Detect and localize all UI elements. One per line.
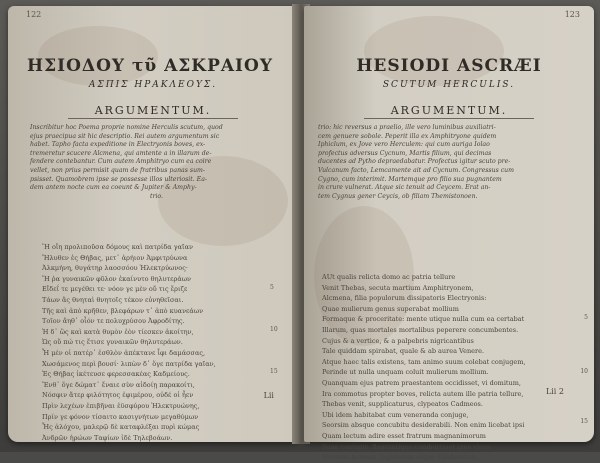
page-title: HESIODI ASCRÆI [356,56,542,76]
line-number: 15 [270,368,278,375]
argument-line: Vulcanum facto, Lemcamente ait ad Cycnum. Congressus cum [318,166,515,174]
divider [68,118,238,119]
verse-line: Ἔνθ᾽ ὅγε δώματ᾽ ἔναιε σὺν αἰδοίῃ παρακοίτι, [42,380,195,389]
verse-line: Quam lectum adire esset fratrum magnanimorum [322,431,486,440]
verse-line: Νόσφιν ἄτερ φιλότητος ἐφιμέρου, οὐδέ οἱ ἦεν [42,391,194,400]
argument-line: ejus praecipua sit hic descriptio. Rei autem argumentum sic [30,132,220,140]
argument-line: Cygno, cum interimit. Martemque pro filio sua pugnantem [318,175,502,183]
page-subtitle: ΑΣΠΙΣ ΗΡΑΚΛΕΟΥΣ. [88,80,218,90]
verse-line: Ira commotus propter boves, relicta autem ille patria tellure, [322,389,524,398]
verse-line: Πρίν γε φόνον τίσαιτο κασιγνήτων μεγαθύμων [42,412,199,421]
verse-line: Ἀνδρῶν ἡρώων Ταφίων ἰδὲ Τηλεβοάων. [42,433,173,442]
verse-line: Ἢ οἵη προλιποῦσα δόμους καὶ πατρίδα γαῖαν [42,243,193,251]
verse-line: Venit Thebas, secuta martium Amphitryonem, [322,283,474,292]
verse-line: Εἴδεΐ τε μεγέθει τε· νόον γε μὲν οὔ τις ἔριζε [42,285,188,294]
verse-line: Ἡ δ᾽ ὣς καὶ κατὰ θυμὸν ἐὸν τίεσκεν ἀκοίτην, [42,327,194,336]
verse-line: Τοῖον ἄηθ᾽ οἷόν τε πολυχρύσου Ἀφροδίτης. [42,317,185,326]
verse-line: Cujus & a vertice, & a palpebris nigricantibus [322,336,474,345]
argument-line: tem Cygnus gener Ceycis, ob filiam Themistonoen. [318,192,478,200]
page-number: 123 [564,10,580,19]
argument-line: vellet, non prius permisit quam de fratribus panas sum- [30,166,206,174]
argument-line: ducentes ad Pytho depraedabatur. Profectus igitur scuto pre- [318,158,511,166]
divider [364,118,534,119]
verse-line: Ἤλυθεν ἐς Θήβας, μετ᾽ ἀρήιον Ἀμφιτρύωνα [42,253,188,262]
argument-line: dem antem nocte cum ea coeunt & Jupiter & Amphy- [30,184,197,192]
signature-mark: Lii [263,391,274,400]
line-number: 5 [270,284,274,291]
page-title: ΗΣΙΟΔΟΥ τῦ ΑΣΚΡΑΙΟΥ [27,56,273,76]
verse-line: Ἀλκμήνη, θυγάτηρ λαοσσόου Ἠλεκτρύωνος· [42,264,188,273]
argument-heading: ARGUMENTUM. [390,104,508,117]
verse-line: Πρὶν λεχέων ἐπιβῆναι ἐϋσφύρου Ἠλεκτρυώνης, [42,401,200,410]
argument-line: tremeretur scucere Alcmena, qui amtente a in illarum de- [30,149,212,157]
verse-line: Ἦ μέν οἱ πατέρ᾽ ἐσθλὸν ἀπέκτανε ἶφι δαμάσσας, [42,348,206,357]
line-number: 10 [580,368,588,375]
page-number: 122 [26,10,42,19]
verse-line: Perinde ut nulla unquam coluit mulierum mollium. [322,368,489,377]
argument-line: cem genuere sobole. Peperit illa ex Amphitryone quidem [318,132,497,140]
verse-line: Illarum, quas mortales mortalibus peperere concumbentes. [322,325,519,334]
line-number: 15 [580,418,588,425]
argument-line: in crure vulnerat. Atque sic tenuit ad Ceycem. Erat an- [318,184,491,192]
verse-line: Ἧς ἀλόχου, μαλερῷ δὲ καταφλέξαι πυρὶ κώμας [42,423,200,432]
argument-line: psisset. Quamobrem ipse se possesse illos ulteriosit. Ea- [30,175,207,183]
argument-line: fendere contebantur. Cum autem Amphitryo cum ea coire [30,158,212,166]
verse-line: Seorsim absque concubitu desiderabili. Non enim licebat ipsi [322,421,525,430]
argument-heading: ARGUMENTUM. [94,104,212,117]
argument-text [318,124,580,201]
verse-line: Thebas venit, supplicaturus, clypeatos Cadmeos. [322,400,483,409]
argument-text [30,124,285,201]
verse-line: Τῆς καὶ ἀπὸ κρῆθεν, βλεφάρων τ᾽ ἀπὸ κυανεάων [42,306,204,315]
greek-verse [42,242,267,443]
verse-line: Ἥ ῥα γυναικῶν φῦλον ἐκαίνυτο θηλυτεράων [42,274,191,283]
argument-line: trio. [150,192,164,200]
argument-line: habet. Tapho facta expeditione in Electryonis boves, ex- [30,141,206,149]
right-page [304,6,594,462]
verse-line: Ubi idem habitabat cum veneranda conjuge, [322,410,469,419]
verse-line: Ἐς Θήβας ἱκέτευσε φερεσσακέας Καδμείους. [42,370,190,379]
page-subtitle: SCUTUM HERCULIS. [382,80,516,90]
signature-mark: Lii 2 [545,387,564,396]
line-number: 5 [584,314,588,321]
verse-line: Τάων ἃς θνηταὶ θνητοῖς τέκον εὐνηθεῖσαι. [42,295,184,304]
verse-line: Χωσάμενος περὶ βουσί· λιπὼν δ᾽ ὅγε πατρίδα γαῖαν, [42,359,216,368]
latin-verse [322,272,580,463]
argument-line: Inscribitur hoc Poema proprie nomine Herculis scutum, quod [30,124,223,131]
verse-line: Alcmena, filia populorum dissipatoris Electryonis: [322,294,487,303]
verse-line: Tale quiddam spirabat, quale & ab aurea Venere. [322,347,485,356]
verse-line: Ὡς οὔ πώ τις ἔτισε γυναικῶν θηλυτεράων. [42,338,183,347]
verse-line: Virorum heroum Taphiorum atque Teleboarum. [322,453,479,462]
line-number: 10 [270,326,278,333]
argument-line: profectus adversus Cycnum, Martis filium, qui decimas [318,149,492,157]
verse-line: Quanquam ejus patrem praestantem occidisset, vi domitum, [322,378,521,387]
verse-line: Atque haec talis existens, tam animo suum colebat conjugem, [322,357,526,366]
verse-line: AUt qualis relicta domo ac patria tellure [322,273,456,281]
verse-line: Quae mulierum genus superabat mollium [322,304,459,313]
argument-line: trio: hic reversus a praelio, ille vero luminibus auxiliatri- [318,124,496,131]
left-page [8,6,298,442]
argument-line: Iphiclum, ex Jove vero Herculem: qui cum auriga Iolao [318,141,490,149]
verse-line: Formaque & proceritate: mente utique nulla cum ea certabat [322,315,525,324]
verse-line: Suae conjugis, flagrantique comburisset igne vicos [322,442,490,451]
